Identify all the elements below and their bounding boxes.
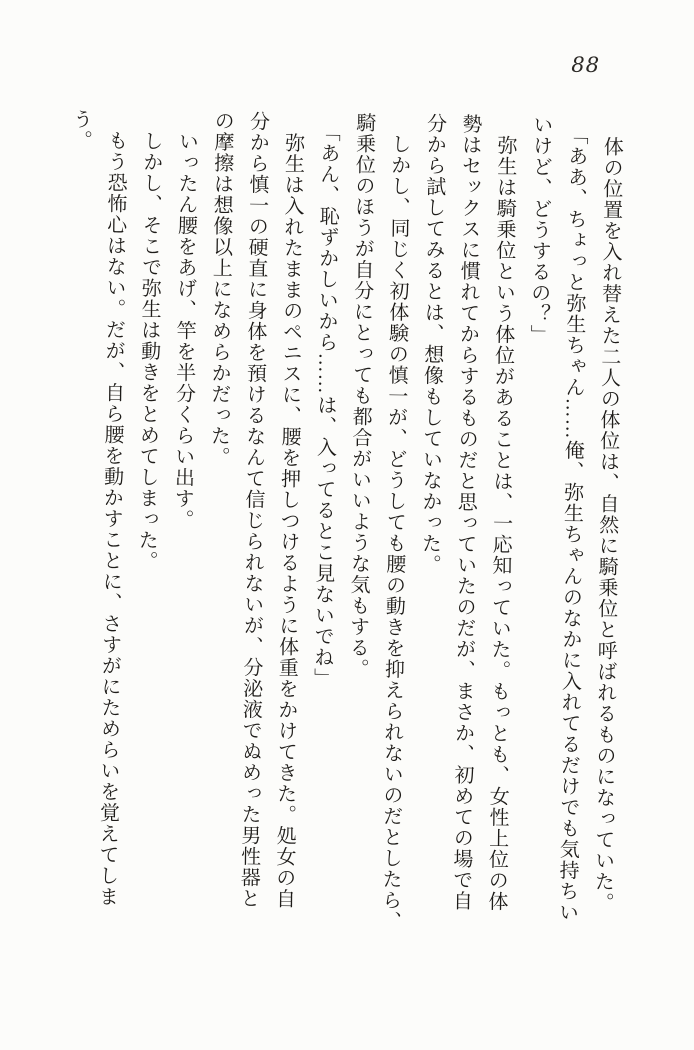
text-column-7: しかし、同じく初体験の慎一が、どうしても腰の動きを抑えられないのだとしたら、	[378, 133, 411, 932]
text-column-1: 体の位置を入れ替えた二人の体位は、自然に騎乗位と呼ばれるものになっていた。	[590, 136, 623, 914]
text-column-6: 分から試してみるとは、想像もしていなかった。	[418, 112, 446, 576]
text-column-10: 弥生は入れたままのペニスに、腰を押しつけるように体重をかけてきた。処女の自	[272, 132, 304, 910]
text-column-3: いけど、どうするの？」	[527, 114, 552, 346]
text-column-8: 騎乗位のほうが自分にとっても都合がいいような気もする。	[345, 112, 375, 680]
text-block	[52, 108, 629, 935]
page-number: 88	[571, 52, 601, 78]
text-column-13: いったん腰をあげ、竿を半分くらい出す。	[170, 130, 198, 531]
text-column-9: 「あん、恥ずかしいから……は、入ってるとこ見ないでね」	[310, 121, 340, 689]
text-column-11: 分から慎一の硬直に身体を預けるなんて信じられないが、分泌液でぬめった男性器と	[236, 110, 269, 909]
text-column-2: 「ああ、ちょっと弥生ちゃん……俺、弥生ちゃんのなかに入れてるだけでも気持ちい	[555, 124, 588, 923]
text-column-5: 勢はセックスに慣れてからするものだと思っていたのだが、まさか、初めての場で自	[449, 113, 482, 912]
text-column-15: もう恐怖心はない。だが、自ら腰を動かすことに、さすがにためらいを覚えてしま	[95, 130, 127, 908]
text-column-4: 弥生は騎乗位という体位があることは、一応知っていた。もっとも、女性上位の体	[484, 134, 517, 912]
text-column-14: しかし、そこで弥生は動きをとめてしまった。	[134, 130, 163, 572]
text-column-16: う。	[69, 108, 92, 151]
text-column-12: の摩擦は想像以上になめらかだった。	[206, 110, 234, 468]
